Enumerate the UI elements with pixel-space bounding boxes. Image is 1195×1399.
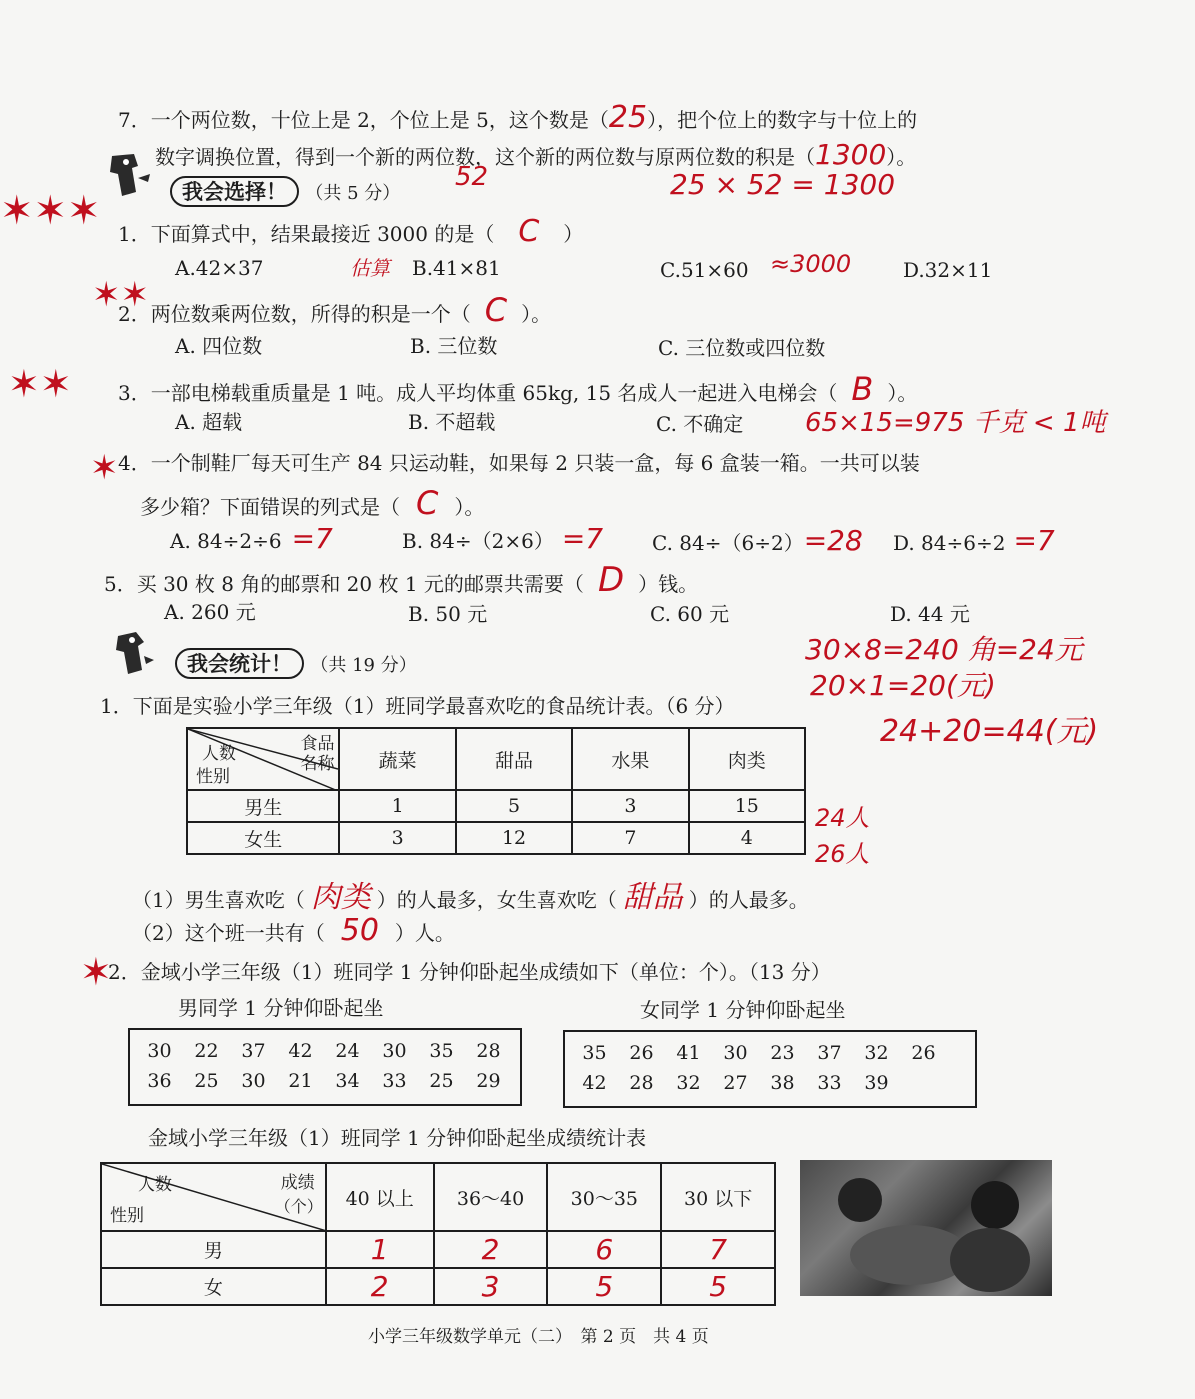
stat1-q2-answer: 50 [340,913,379,948]
choice-4-answer: C [416,484,439,522]
choice-2-answer: C [484,291,508,329]
food-cell: 3 [572,790,688,822]
stat1-q1-answer-boys: 肉类 [310,880,371,915]
situp-col-40-plus: 40 以上 [326,1163,434,1231]
situp-table-corner: 人数 成绩 （个） 性别 [101,1163,326,1231]
girls-total-note: 26人 [815,840,870,868]
choice-3-note: 65×15=975 千克 < 1吨 [805,408,1106,438]
q7-note-new-number: 52 [455,162,489,192]
q7-line1: 7．一个两位数，十位上是 2，个位上是 5，这个数是（25），把个位上的数字与十位上的 [118,100,918,135]
q7-line2: 数字调换位置，得到一个新的两位数，这个新的两位数与原两位数的积是（1300）。 [155,138,917,171]
choice-4-stem-line1: 4．一个制鞋厂每天可生产 84 只运动鞋，如果每 2 只装一盒，每 6 盒装一箱。一共可以装 [118,451,920,475]
choice-3-stem: 3．一部电梯载重质量是 1 吨。成人平均体重 65kg, 15 名成人一起进入电梯会（ B ）。 [118,370,918,408]
q7-answer-number: 25 [608,100,648,135]
choice-3-option-c: C. 不确定 [656,412,744,436]
section-stats-header: 我会统计！ （共 19 分） [175,648,417,678]
choice-3-option-b: B. 不超载 [408,410,496,434]
section-choose-title: 我会选择！ [170,176,299,207]
situp-cell: 5 [661,1268,775,1305]
situp-cell: 2 [434,1231,548,1268]
food-stats-table [186,727,806,855]
grading-star-mark-icon: ✶ [80,950,112,994]
choice-2-stem: 2．两位数乘两位数，所得的积是一个（ C ）。 [118,291,552,329]
girls-data-box [563,1030,977,1108]
choice-5-answer: D [597,560,625,600]
girls-data-row: 35 26 41 30 23 37 32 26 [582,1042,936,1064]
grading-star-mark-icon: ✶ [90,448,119,488]
situp-cell: 3 [434,1268,548,1305]
boys-data-box [128,1028,522,1106]
situp-col-36-40: 36～40 [434,1163,548,1231]
choice-4-option-a: A. 84÷2÷6 =7 [170,522,333,555]
choice-1-answer: C [518,214,540,249]
grading-star-mark-icon: ✶✶✶ [0,188,101,234]
food-col-vegetables: 蔬菜 [339,728,455,790]
grading-star-mark-icon: ✶✶ [8,362,72,406]
situp-cell: 1 [326,1231,434,1268]
grading-star-mark-icon: ✶✶ [92,275,149,315]
stat1-q1-answer-girls: 甜品 [622,880,683,915]
choice-5-stem: 5．买 30 枚 8 角的邮票和 20 枚 1 元的邮票共需要（ D ）钱。 [104,560,699,600]
food-cell: 15 [689,790,805,822]
choice-5-option-d: D. 44 元 [890,602,970,626]
situp-cell: 7 [661,1231,775,1268]
choice-1-note-estimate: 估算 [350,256,390,280]
situp-row-label: 男 [101,1231,326,1268]
food-cell: 5 [456,790,572,822]
choice-5-option-c: C. 60 元 [650,602,730,626]
choice-5-option-a: A. 260 元 [164,600,256,624]
girls-data-title: 女同学 1 分钟仰卧起坐 [640,998,846,1022]
choice-4-option-b: B. 84÷（2×6） =7 [402,522,604,555]
choice-1-option-a: A.42×37 [175,256,264,280]
food-table-corner: 食品 名称 人数 性别 [187,728,339,790]
section-stats-title: 我会统计！ [175,648,304,679]
choice-5-work-line2: 20×1=20(元) [810,669,996,702]
food-col-fruit: 水果 [572,728,688,790]
boys-total-note: 24人 [815,804,870,832]
page-footer: 小学三年级数学单元（二） 第 2 页 共 4 页 [368,1327,709,1347]
choice-1-option-d: D.32×11 [903,258,993,282]
choice-2-option-a: A. 四位数 [175,334,263,358]
food-cell: 1 [339,790,455,822]
boys-data-title: 男同学 1 分钟仰卧起坐 [178,996,384,1020]
choice-4-option-c: C. 84÷（6÷2）=28 [652,524,863,557]
food-col-meat: 肉类 [689,728,805,790]
section-choose-header: 我会选择！ （共 5 分） [170,176,400,206]
q7-note-calculation: 25 × 52 = 1300 [670,168,896,201]
stat1-q1: （1）男生喜欢吃（ 肉类 ）的人最多，女生喜欢吃（ 甜品 ）的人最多。 [132,880,809,915]
choice-5-work-line1: 30×8=240 角=24元 [805,633,1083,666]
situp-cell: 5 [547,1268,661,1305]
choice-4-option-d: D. 84÷6÷2 =7 [893,524,1055,557]
choice-3-option-a: A. 超载 [175,410,243,434]
choice-1-option-c: C.51×60 [660,258,749,282]
stat1-q2: （2）这个班一共有（ 50 ）人。 [132,913,455,948]
stat1-stem: 1．下面是实验小学三年级（1）班同学最喜欢吃的食品统计表。（6 分） [100,694,735,718]
situp-cell: 2 [326,1268,434,1305]
choice-2-option-c: C. 三位数或四位数 [658,336,826,360]
situp-row-label: 女 [101,1268,326,1305]
food-row-label: 女生 [187,822,339,854]
boys-data-row: 30 22 37 42 24 30 35 28 [147,1040,501,1062]
stat2-stem: 2．金域小学三年级（1）班同学 1 分钟仰卧起坐成绩如下（单位：个）。（13 分） [108,960,831,984]
choice-3-answer: B [851,370,874,408]
mascot-icon [108,630,156,676]
choice-1-note: ≈3000 [770,250,852,278]
food-row-label: 男生 [187,790,339,822]
situp-cell: 6 [547,1231,661,1268]
choice-1-option-b: B.41×81 [412,256,501,280]
mascot-icon [104,152,152,198]
girls-data-row: 42 28 32 27 38 33 39 [582,1072,889,1094]
food-col-desserts: 甜品 [456,728,572,790]
situp-stats-table [100,1162,776,1306]
food-cell: 4 [689,822,805,854]
choice-1-stem: 1．下面算式中，结果最接近 3000 的是（ C ） [118,214,584,249]
choice-5-option-b: B. 50 元 [408,602,488,626]
situp-col-below-30: 30 以下 [661,1163,775,1231]
q7-answer-product: 1300 [815,138,887,171]
food-cell: 12 [456,822,572,854]
choice-2-option-b: B. 三位数 [410,334,498,358]
students-situp-photo [800,1160,1052,1296]
situp-col-30-35: 30～35 [547,1163,661,1231]
choice-4-stem-line2: 多少箱？下面错误的列式是（ C ）。 [140,484,485,522]
food-cell: 3 [339,822,455,854]
choice-5-work-line3: 24+20=44(元) [880,714,1099,749]
food-cell: 7 [572,822,688,854]
situp-table-title: 金域小学三年级（1）班同学 1 分钟仰卧起坐成绩统计表 [148,1126,647,1150]
boys-data-row: 36 25 30 21 34 33 25 29 [147,1070,501,1092]
